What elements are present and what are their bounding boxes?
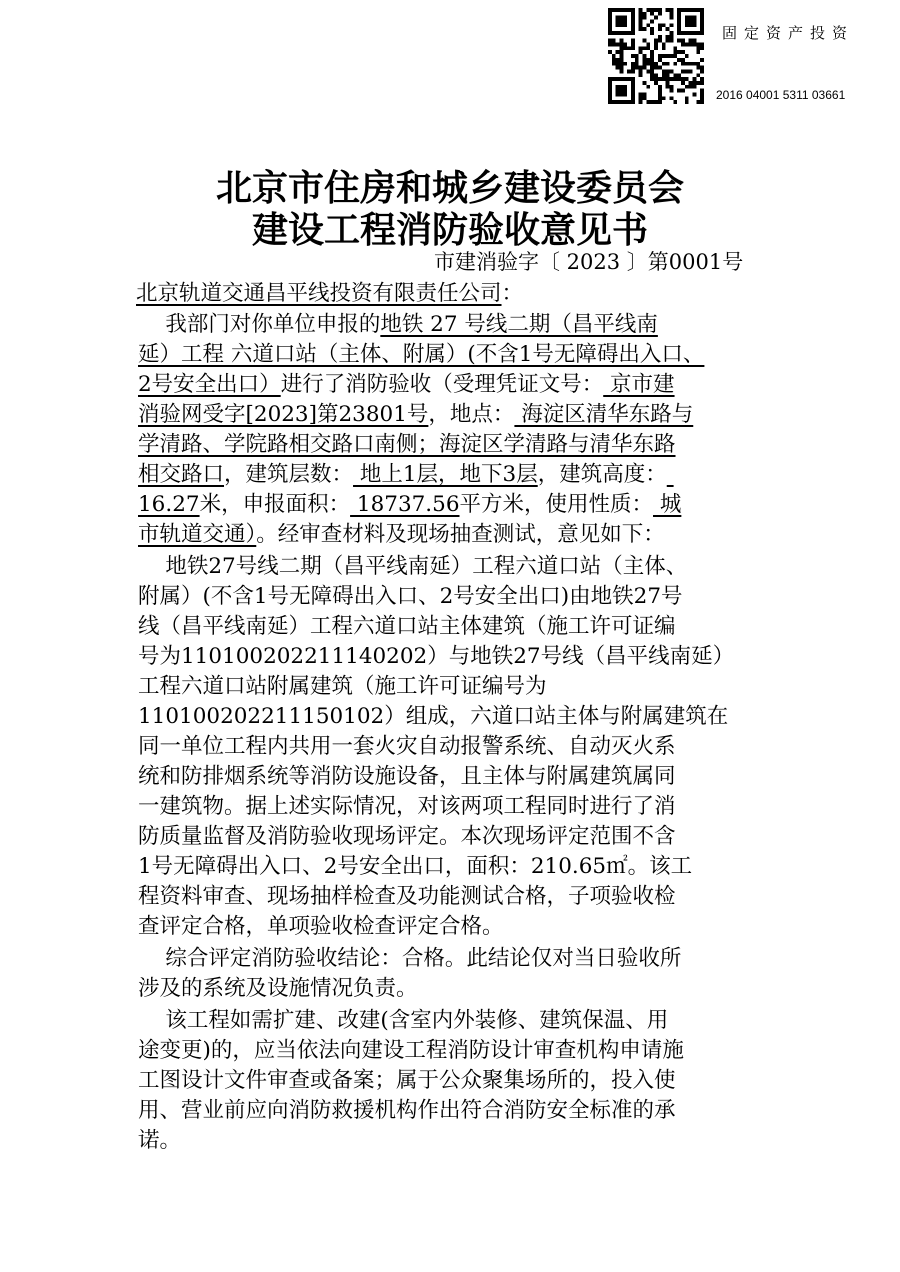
location: 海淀区清华东路与 <box>514 402 694 427</box>
para4-line: 工图设计文件审查或备案；属于公众聚集场所的，投入使 <box>138 1068 676 1093</box>
para2-line: 附属）(不含1号无障碍出入口、2号安全出口)由地铁27号 <box>138 584 683 609</box>
floor-count: 地上1层，地下3层 <box>353 462 538 487</box>
para2-line: 号为110100202211140202）与地铁27号线（昌平线南延） <box>138 644 735 669</box>
para1-line: 延）工程 六道口站（主体、附属）(不含1号无障碍出入口、 <box>138 342 705 367</box>
para1-line <box>138 520 665 550</box>
para2-line: 同一单位工程内共用一套火灾自动报警系统、自动灭火系 <box>138 734 676 759</box>
para2-line: 一建筑物。据上述实际情况，对该两项工程同时进行了消 <box>138 794 676 819</box>
para2-line: 线（昌平线南延）工程六道口站主体建筑（施工许可证编 <box>138 614 676 639</box>
building-height: 16.27 <box>138 492 200 517</box>
text: 进行了消防验收（受理凭证文号： <box>280 372 604 397</box>
para4-line: 途变更)的，应当依法向建设工程消防设计审查机构申请施 <box>138 1038 684 1063</box>
para2-line: 防质量监督及消防验收现场评定。本次现场评定范围不含 <box>138 824 676 849</box>
declared-area: 18737.56 <box>350 492 460 517</box>
para2-line: 工程六道口站附属建筑（施工许可证编号为 <box>138 674 547 699</box>
text: 我部门对你单位申报的 <box>138 312 381 337</box>
recipient-name: 北京轨道交通昌平线投资有限责任公司 <box>136 281 502 306</box>
para4-line: 用、营业前应向消防救援机构作出符合消防安全标准的承 <box>138 1098 676 1123</box>
para4-line: 诺。 <box>138 1128 182 1153</box>
qr-code <box>608 8 704 104</box>
location: 相交路口 <box>138 462 225 487</box>
para3-line: 综合评定消防验收结论：合格。此结论仅对当日验收所 <box>138 946 682 971</box>
project-name: 2号安全出口） <box>138 372 281 397</box>
recipient-suffix: ： <box>501 281 524 306</box>
text: ，建筑高度： <box>537 462 667 487</box>
receipt-number: 消验网受字[2023]第23801号 <box>138 402 429 427</box>
text: ，地点： <box>428 402 515 427</box>
para1-line <box>138 400 693 430</box>
para1-line <box>138 370 675 400</box>
para2-line: 查评定合格，单项验收检查评定合格。 <box>138 914 504 939</box>
para2-line: 110100202211150102）组成，六道口站主体与附属建筑在 <box>138 704 729 729</box>
text: 。经审查材料及现场抽查测试，意见如下： <box>256 522 665 547</box>
height-blank <box>667 462 674 487</box>
para4-line: 该工程如需扩建、改建(含室内外装修、建筑保温、用 <box>138 1008 669 1033</box>
page-title: 北京市住房和城乡建设委员会 <box>215 168 684 209</box>
recipient-line <box>136 279 523 309</box>
para3-line: 涉及的系统及设施情况负责。 <box>138 976 418 1001</box>
para2-line: 程资料审查、现场抽样检查及功能测试合格，子项验收检 <box>138 884 676 909</box>
para1-line <box>138 490 681 520</box>
page-subtitle: 建设工程消防验收意见书 <box>251 210 648 251</box>
para1-line <box>138 460 674 490</box>
para1-line <box>138 310 658 340</box>
para1-line: 学清路、学院路相交路口南侧；海淀区学清路与清华东路 <box>138 432 676 457</box>
usage-type: 市轨道交通） <box>138 522 257 547</box>
text: 平方米，使用性质： <box>459 492 654 517</box>
usage-type: 城 <box>653 492 682 517</box>
receipt-number: 京市建 <box>603 372 675 397</box>
para2-line: 统和防排烟系统等消防设施设备，且主体与附属建筑属同 <box>138 764 676 789</box>
document-number: 市建消验字〔 2023 〕第0001号 <box>434 250 744 274</box>
project-name: 地铁 27 号线二期（昌平线南 <box>380 312 658 337</box>
para2-line: 1号无障碍出入口、2号安全出口，面积：210.65㎡。该工 <box>138 854 693 879</box>
para2-line: 地铁27号线二期（昌平线南延）工程六道口站（主体、 <box>138 554 688 579</box>
header-code: 2016 04001 5311 03661 <box>716 88 846 102</box>
header-label: 固定资产投资 <box>722 24 855 42</box>
text: ，建筑层数： <box>224 462 354 487</box>
text: 米，申报面积： <box>199 492 351 517</box>
